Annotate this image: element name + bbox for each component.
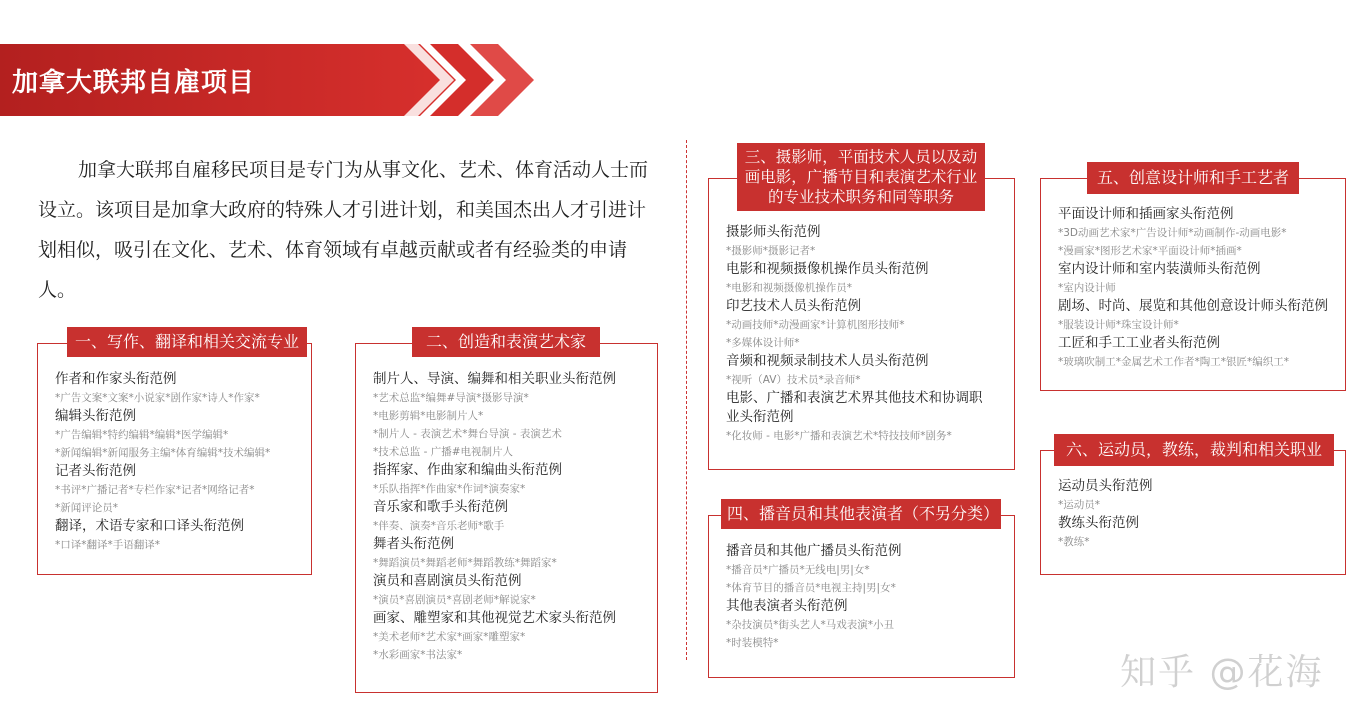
item-examples: *杂技演员*街头艺人*马戏表演*小丑	[726, 619, 894, 631]
section-item	[373, 461, 651, 498]
item-heading: 记者头衔范例	[55, 463, 136, 479]
item-examples: *美术老师*艺术家*画家*雕塑家*	[373, 631, 526, 643]
section-item	[726, 597, 1008, 652]
item-heading: 摄影师头衔范例	[726, 224, 821, 240]
item-heading: 指挥家、作曲家和编曲头衔范例	[373, 462, 562, 478]
section-item	[726, 542, 1008, 597]
intro-paragraph: 加拿大联邦自雇移民项目是专门为从事文化、艺术、体育活动人士而设立。该项目是加拿大政府的特殊人才引进计划，和美国杰出人才引进计划相似，吸引在文化、艺术、体育领域有卓越贡献或者有经验类的申请人。	[38, 159, 649, 301]
item-examples: *时装模特*	[726, 637, 779, 649]
section-item	[1058, 477, 1339, 514]
section-item	[1058, 260, 1339, 297]
item-examples: *演员*喜剧演员*喜剧老师*解说家*	[373, 594, 536, 606]
item-examples: *书评*广播记者*专栏作家*记者*网络记者*	[55, 484, 255, 496]
item-examples: *3D动画艺术家*广告设计师*动画制作-动画电影*	[1058, 227, 1287, 239]
item-examples: *制片人 - 表演艺术*舞台导演 - 表演艺术	[373, 428, 562, 440]
section-item	[726, 352, 1008, 389]
item-examples: *视听（AV）技术员*录音师*	[726, 374, 861, 386]
item-examples: *玻璃吹制工*金属艺术工作者*陶工*银匠*编织工*	[1058, 356, 1289, 368]
item-examples: *新闻评论员*	[55, 502, 118, 514]
section-item	[1058, 297, 1339, 334]
section-item	[55, 407, 305, 462]
item-examples: *服装设计师*珠宝设计师*	[1058, 319, 1179, 331]
section-item	[373, 370, 651, 461]
section-title: 一、写作、翻译和相关交流专业	[67, 327, 307, 357]
section-item	[1058, 334, 1339, 371]
item-heading: 室内设计师和室内装潢师头衔范例	[1058, 261, 1261, 277]
item-heading: 运动员头衔范例	[1058, 478, 1153, 494]
section-item	[373, 498, 651, 535]
section-box-designers	[1040, 178, 1346, 391]
item-heading: 音乐家和歌手头衔范例	[373, 499, 508, 515]
item-examples: *运动员*	[1058, 499, 1100, 511]
item-heading: 教练头衔范例	[1058, 515, 1139, 531]
item-heading: 电影、广播和表演艺术界其他技术和协调职业头衔范例	[726, 390, 983, 425]
section-title: 五、创意设计师和手工艺者	[1087, 162, 1299, 194]
section-item	[726, 260, 1008, 297]
item-heading: 平面设计师和插画家头衔范例	[1058, 206, 1234, 222]
section-box-athletes	[1040, 450, 1346, 575]
item-heading: 其他表演者头衔范例	[726, 598, 848, 614]
item-examples: *艺术总监*编舞#导演*摄影导演*	[373, 392, 529, 404]
header-banner	[0, 44, 560, 116]
item-examples: *室内设计师	[1058, 282, 1116, 294]
page-title: 加拿大联邦自雇项目	[12, 68, 256, 98]
section-item	[726, 297, 1008, 352]
item-examples: *电影剪辑*电影制片人*	[373, 410, 484, 422]
item-heading: 音频和视频录制技术人员头衔范例	[726, 353, 929, 369]
item-examples: *动画技师*动漫画家*计算机图形技师*	[726, 319, 905, 331]
section-item	[55, 370, 305, 407]
item-examples: *伴奏、演奏*音乐老师*歌手	[373, 520, 505, 532]
item-examples: *乐队指挥*作曲家*作词*演奏家*	[373, 483, 526, 495]
item-heading: 印艺技术人员头衔范例	[726, 298, 861, 314]
section-box-performing-arts	[355, 343, 658, 693]
item-heading: 舞者头衔范例	[373, 536, 454, 552]
watermark: 知乎 @花海	[1120, 652, 1324, 693]
section-title: 三、摄影师，平面技术人员以及动画电影，广播节目和表演艺术行业的专业技术职务和同等职务	[737, 143, 985, 211]
item-heading: 剧场、时尚、展览和其他创意设计师头衔范例	[1058, 298, 1328, 314]
item-heading: 播音员和其他广播员头衔范例	[726, 543, 902, 559]
section-item	[373, 609, 651, 664]
section-title: 六、运动员，教练，裁判和相关职业	[1054, 434, 1334, 466]
section-box-announcers	[708, 515, 1015, 678]
section-item	[373, 535, 651, 572]
item-heading: 翻译，术语专家和口译头衔范例	[55, 518, 244, 534]
item-examples: *摄影师*摄影记者*	[726, 245, 816, 257]
section-item	[726, 389, 1008, 445]
item-examples: *口译*翻译*手语翻译*	[55, 539, 160, 551]
item-examples: *多媒体设计师*	[726, 337, 800, 349]
item-examples: *电影和视频摄像机操作员*	[726, 282, 852, 294]
section-title: 二、创造和表演艺术家	[412, 327, 600, 357]
item-examples: *漫画家*图形艺术家*平面设计师*插画*	[1058, 245, 1242, 257]
item-examples: *播音员*广播员*无线电|男|女*	[726, 564, 870, 576]
section-box-photography	[708, 178, 1015, 470]
item-heading: 作者和作家头衔范例	[55, 371, 177, 387]
section-item	[726, 223, 1008, 260]
column-divider	[686, 140, 687, 660]
item-heading: 画家、雕塑家和其他视觉艺术家头衔范例	[373, 610, 616, 626]
item-heading: 编辑头衔范例	[55, 408, 136, 424]
item-heading: 电影和视频摄像机操作员头衔范例	[726, 261, 929, 277]
item-heading: 演员和喜剧演员头衔范例	[373, 573, 522, 589]
section-item	[1058, 514, 1339, 551]
section-item	[373, 572, 651, 609]
item-heading: 制片人、导演、编舞和相关职业头衔范例	[373, 371, 616, 387]
item-examples: *广告编辑*特约编辑*编辑*医学编辑*	[55, 429, 229, 441]
item-examples: *广告文案*文案*小说家*剧作家*诗人*作家*	[55, 392, 260, 404]
item-examples: *舞蹈演员*舞蹈老师*舞蹈教练*舞蹈家*	[373, 557, 557, 569]
item-examples: *水彩画家*书法家*	[373, 649, 463, 661]
item-examples: *新闻编辑*新闻服务主编*体育编辑*技术编辑*	[55, 447, 271, 459]
item-examples: *教练*	[1058, 536, 1090, 548]
item-examples: *化妆师 - 电影*广播和表演艺术*特技技师*剧务*	[726, 430, 952, 442]
section-item	[55, 517, 305, 554]
item-examples: *技术总监 - 广播#电视制片人	[373, 446, 514, 458]
section-box-writing	[37, 343, 312, 575]
section-item	[55, 462, 305, 517]
item-heading: 工匠和手工工业者头衔范例	[1058, 335, 1220, 351]
section-title: 四、播音员和其他表演者（不另分类）	[721, 499, 1001, 529]
section-item	[1058, 205, 1339, 260]
item-examples: *体育节目的播音员*电视主持|男|女*	[726, 582, 896, 594]
